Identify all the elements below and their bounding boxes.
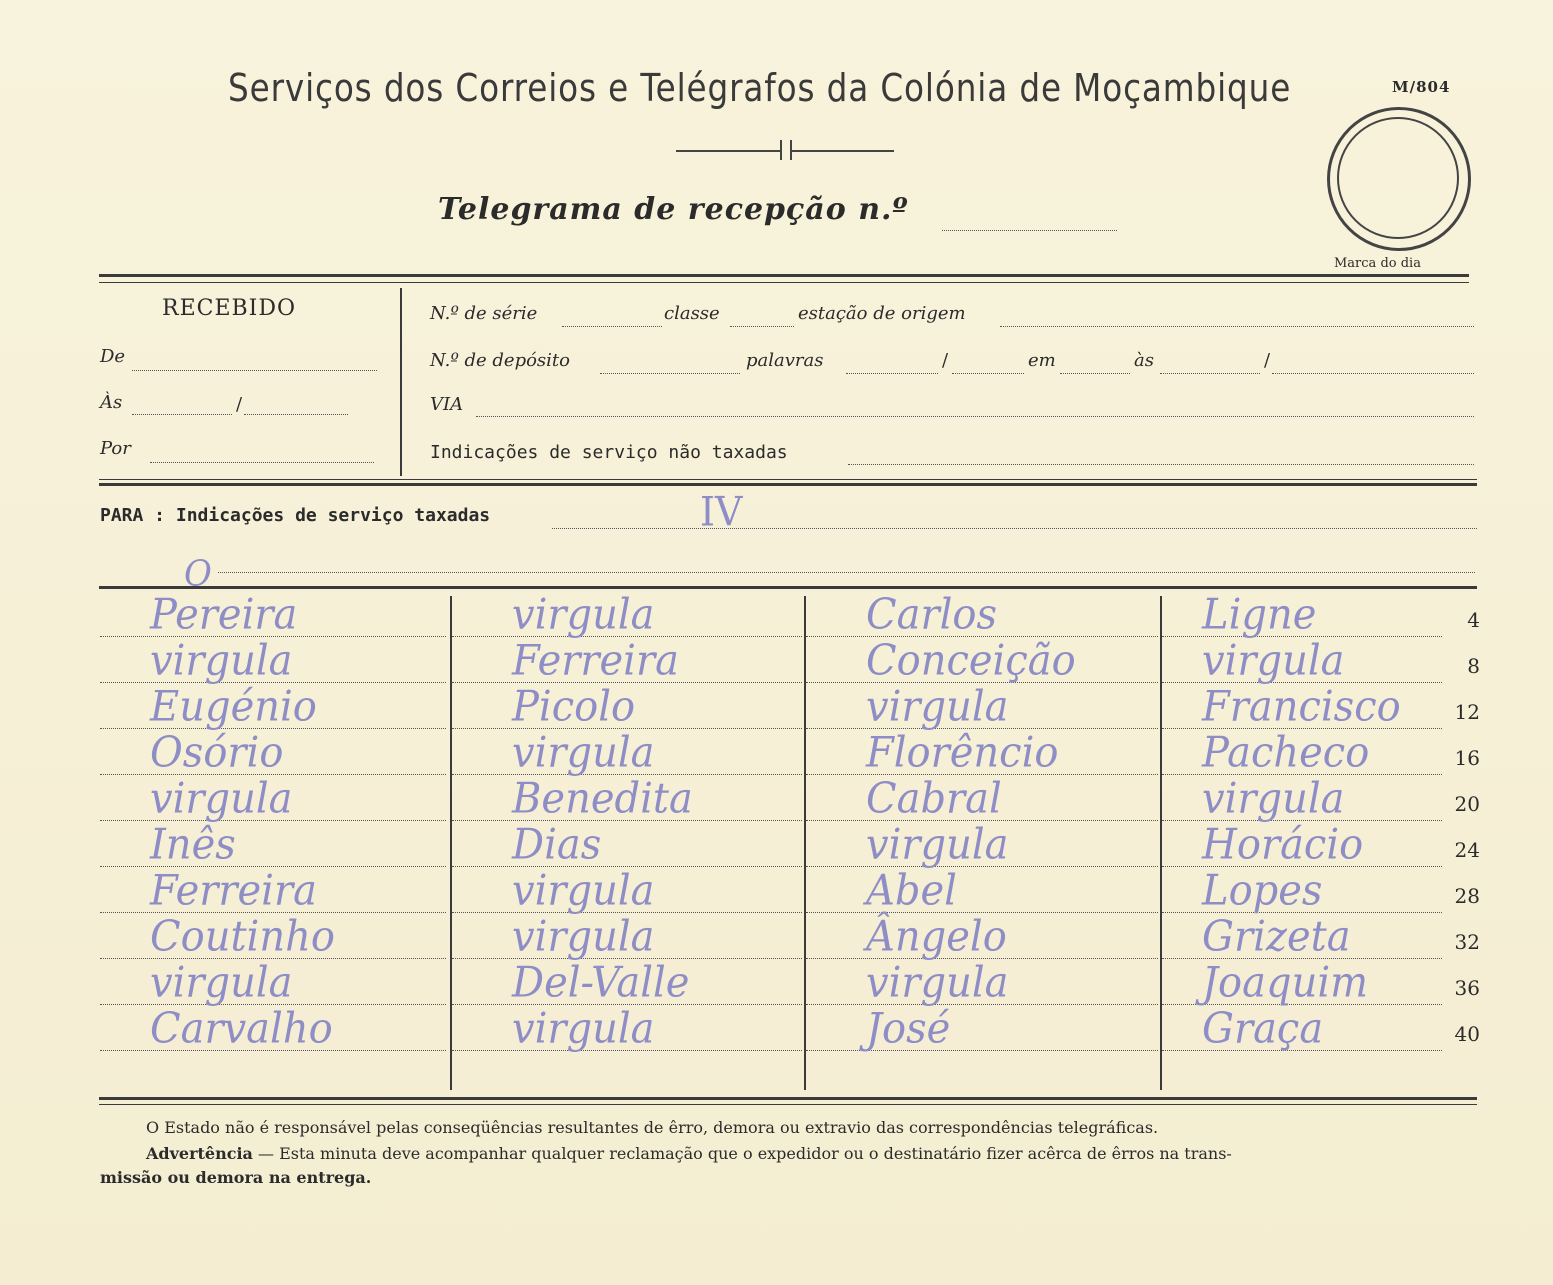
handwritten-word: Pereira (150, 590, 298, 640)
recebido-heading: RECEBIDO (162, 296, 297, 321)
handwritten-word: virgula (866, 820, 1009, 870)
palavras-label: palavras (746, 350, 824, 371)
handwritten-word: Horácio (1202, 820, 1364, 870)
handwritten-word: Picolo (512, 682, 636, 732)
middle-rule (99, 483, 1477, 486)
handwritten-word: virgula (866, 958, 1009, 1008)
via-label: VIA (430, 394, 464, 415)
footer-warning-title: Advertência (146, 1144, 253, 1163)
de-field[interactable] (132, 370, 377, 371)
serie-label: N.º de série (430, 303, 538, 324)
as-label: Às (100, 392, 123, 413)
por-label: Por (100, 438, 131, 459)
form-title: Serviços dos Correios e Telégrafos da Colónia de Moçambique (228, 66, 1292, 110)
word-count: 40 (1454, 1022, 1480, 1046)
palavras-field-1[interactable] (846, 373, 938, 374)
title-ornament-left (676, 150, 780, 152)
stamp-label: Marca do dia (1334, 256, 1421, 271)
title-ornament-right (790, 150, 894, 152)
deposito-label: N.º de depósito (430, 350, 571, 371)
recebido-divider (400, 288, 402, 476)
column-divider-3 (1160, 596, 1162, 1090)
handwritten-word: Ângelo (866, 912, 1007, 962)
via-field[interactable] (476, 416, 1474, 417)
word-count: 16 (1454, 746, 1480, 770)
footer-warning-text: — Esta minuta deve acompanhar qualquer reclamação que o expedidor ou o destinatário fizer acêrca de êrros na trans- (252, 1144, 1232, 1163)
message-top-rule (99, 586, 1477, 589)
handwritten-word: Coutinho (150, 912, 335, 962)
footer-warning (146, 1144, 1232, 1163)
handwritten-word: Osório (150, 728, 284, 778)
column-divider-1 (450, 596, 452, 1090)
handwritten-word: Carvalho (150, 1004, 333, 1054)
as-service-separator: / (1264, 350, 1271, 371)
handwritten-word: Conceição (866, 636, 1076, 686)
handwritten-word: Joaquim (1202, 958, 1369, 1008)
taxadas-handwritten: IV (700, 488, 743, 536)
footer-disclaimer: O Estado não é responsável pelas conseqüências resultantes de êrro, demora ou extravio das correspondências telegráficas. (146, 1118, 1159, 1137)
taxadas-field[interactable] (552, 528, 1477, 529)
handwritten-word: Lopes (1202, 866, 1323, 916)
handwritten-word: virgula (1202, 636, 1345, 686)
word-count: 28 (1454, 884, 1480, 908)
handwritten-word: virgula (866, 682, 1009, 732)
handwritten-word: Ferreira (512, 636, 679, 686)
handwritten-word: virgula (512, 912, 655, 962)
word-count: 12 (1454, 700, 1480, 724)
palavras-separator: / (942, 350, 949, 371)
origem-label: estação de origem (798, 303, 966, 324)
deposito-field[interactable] (600, 373, 740, 374)
em-field[interactable] (1060, 373, 1130, 374)
date-stamp-inner-circle (1337, 117, 1459, 239)
footer-warning-line2: missão ou demora na entrega. (100, 1168, 372, 1187)
handwritten-word: Del-Valle (512, 958, 690, 1008)
bottom-rule (99, 1097, 1477, 1100)
em-label: em (1028, 350, 1056, 371)
form-subtitle: Telegrama de recepção n.º (438, 192, 909, 227)
handwritten-marker: O (184, 553, 212, 595)
handwritten-word: Carlos (866, 590, 997, 640)
as-hour-field[interactable] (132, 414, 232, 415)
handwritten-word: Dias (512, 820, 602, 870)
classe-field[interactable] (730, 326, 794, 327)
handwritten-word: virgula (512, 866, 655, 916)
handwritten-word: virgula (512, 1004, 655, 1054)
form-code: M/804 (1392, 78, 1451, 96)
middle-rule-thin (99, 479, 1477, 480)
top-rule (99, 274, 1469, 277)
handwritten-word: virgula (150, 958, 293, 1008)
handwritten-word: Grizeta (1202, 912, 1351, 962)
handwritten-word: virgula (1202, 774, 1345, 824)
handwritten-word: Ferreira (150, 866, 317, 916)
handwritten-word: virgula (150, 636, 293, 686)
word-count: 8 (1467, 654, 1480, 678)
handwritten-word: virgula (512, 590, 655, 640)
handwritten-word: Francisco (1202, 682, 1401, 732)
handwritten-word: Benedita (512, 774, 693, 824)
as-minute-field[interactable] (244, 414, 348, 415)
de-label: De (100, 346, 126, 367)
por-field[interactable] (150, 462, 374, 463)
handwritten-word: Pacheco (1202, 728, 1370, 778)
handwritten-word: Cabral (866, 774, 1002, 824)
handwritten-word: Ligne (1202, 590, 1317, 640)
origem-field[interactable] (1000, 326, 1474, 327)
handwritten-word: virgula (150, 774, 293, 824)
para-label: PARA : Indicações de serviço taxadas (100, 505, 491, 526)
as-time-label: às (1134, 350, 1154, 371)
handwritten-word: Florêncio (866, 728, 1059, 778)
handwritten-word: José (866, 1004, 951, 1054)
word-count: 32 (1454, 930, 1480, 954)
as-hour-service-field[interactable] (1160, 373, 1260, 374)
handwritten-word: Inês (150, 820, 236, 870)
telegram-number-field[interactable] (942, 230, 1117, 231)
word-count: 20 (1454, 792, 1480, 816)
classe-label: classe (664, 303, 720, 324)
handwritten-word: Eugénio (150, 682, 317, 732)
word-count: 4 (1467, 608, 1480, 632)
palavras-field-2[interactable] (952, 373, 1024, 374)
column-divider-2 (804, 596, 806, 1090)
nao-taxadas-label: Indicações de serviço não taxadas (430, 442, 788, 463)
bottom-rule-thin (99, 1104, 1477, 1105)
nao-taxadas-field[interactable] (848, 464, 1474, 465)
handwritten-word: virgula (512, 728, 655, 778)
as-separator: / (236, 394, 243, 415)
handwritten-word: Abel (866, 866, 957, 916)
serie-field[interactable] (562, 326, 662, 327)
word-count: 36 (1454, 976, 1480, 1000)
message-line[interactable] (806, 1050, 1158, 1051)
top-rule-thin (99, 282, 1469, 283)
para-field-line-2[interactable] (218, 572, 1475, 573)
word-count: 24 (1454, 838, 1480, 862)
handwritten-word: Graça (1202, 1004, 1324, 1054)
as-minute-service-field[interactable] (1272, 373, 1474, 374)
